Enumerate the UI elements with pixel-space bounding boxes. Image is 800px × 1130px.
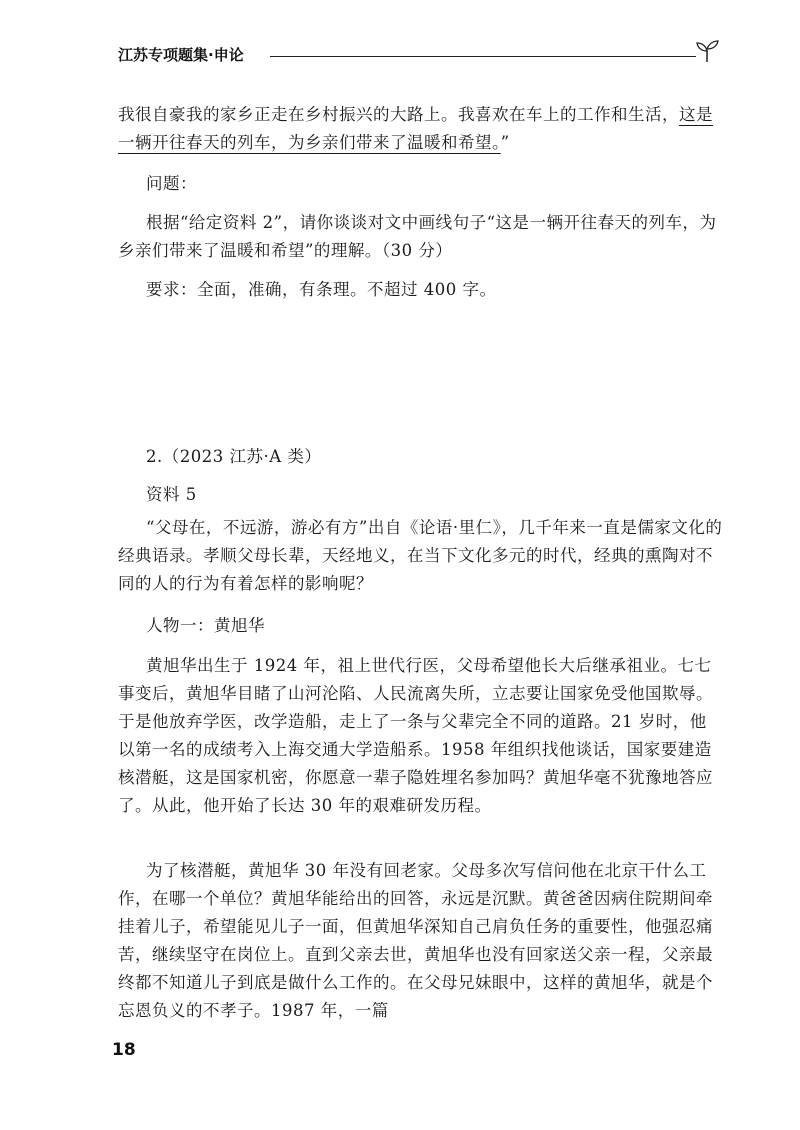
passage-tail: ” [500,133,510,152]
paragraph-2: 为了核潜艇，黄旭华 30 年没有回老家。父母多次写信问他在北京干什么工作，在哪一个单位？黄旭华能给出的回答，永远是沉默。黄爸爸因病住院期间牵挂着儿子，希望能见儿子一面，但黄旭华深知自己肩负任务的重要性，他强忍痛苦，继续坚守在岗位上。直到父亲去世，黄旭华也没有回家送父亲一程，父亲最终都不知道儿子到底是做什么工作的。在父母兄妹眼中，这样的黄旭华，就是个忘恩负义的不孝子。1987 年，一篇 [118,861,713,1020]
paragraph-1: 黄旭华出生于 1924 年，祖上世代行医，父母希望他长大后继承祖业。七七事变后，黄旭华目睹了山河沦陷、人民流离失所，立志要让国家免受他国欺辱。于是他放弃学医，改学造船，走上了一条与父辈完全不同的道路。21 岁时，他以第一名的成绩考入上海交通大学造船系。1958 年组织找他谈话，国家要建造核潜艇，这是国家机密，你愿意一辈子隐姓埋名参加吗？黄旭华毫不犹豫地答应了。从此，他开始了长达 30 年的艰难研发历程。 [118,656,713,815]
question-requirement: 要求：全面，准确，有条理。不超过 400 字。 [146,280,497,299]
intro-paragraph: “父母在，不远游，游必有方”出自《论语·里仁》，几千年来一直是儒家文化的经典语录。孝顺父母长辈，天经地义，在当下文化多元的时代，经典的熏陶对不同的人的行为有着怎样的影响呢？ [118,518,723,593]
material-label: 资料 5 [146,485,197,504]
book-title: 江苏专项题集·申论 [118,46,244,64]
sprout-icon [694,38,720,64]
person-label: 人物一：黄旭华 [146,616,265,635]
header-rule [270,56,696,57]
item2-heading: 2.（2023 江苏·A 类） [146,447,322,466]
question-label: 问题： [146,174,197,193]
passage-top [118,101,723,157]
running-header [118,38,720,66]
passage-plain: 我很自豪我的家乡正走在乡村振兴的大路上。我喜欢在车上的工作和生活， [118,105,679,124]
underlined-sentence: 这是一辆开往春天的列车，为乡亲们带来了温暖和希望。 [118,105,713,152]
page-number: 18 [112,1040,136,1060]
question-body: 根据“给定资料 2”，请你谈谈对文中画线句子“这是一辆开往春天的列车，为乡亲们带来了温暖和希望”的理解。（30 分） [118,213,717,260]
